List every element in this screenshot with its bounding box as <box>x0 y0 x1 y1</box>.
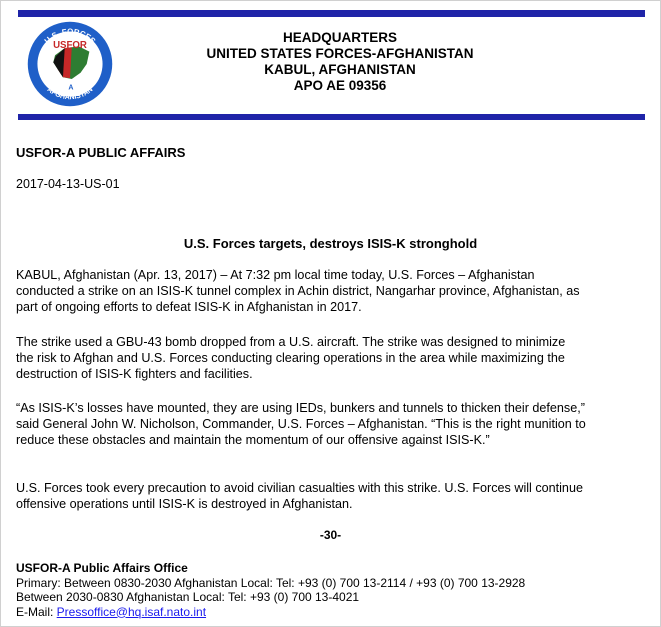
hq-line-1: HEADQUARTERS <box>282 30 397 45</box>
contact-office: USFOR-A Public Affairs Office <box>16 561 188 575</box>
paragraph-4: U.S. Forces took every precaution to avoid civilian casualties with this strike. U.S. Forces will continue offensive operations until ISIS-K is destroyed in Afghanistan. <box>16 481 583 511</box>
seal-usfor-text: USFOR <box>53 40 87 52</box>
contact-secondary-phone: Between 2030-0830 Afghanistan Local: Tel: +93 (0) 700 13-4021 <box>16 590 360 604</box>
bottom-rule <box>18 114 645 120</box>
paragraph-2: The strike used a GBU-43 bomb dropped from a U.S. aircraft. The strike was designed to minimize the risk to Afghan and U.S. Forces conducting clearing operations in the area while maximizing the destruction of ISIS-K fighters and facilities. <box>16 335 566 381</box>
press-release-headline: U.S. Forces targets, destroys ISIS-K stronghold <box>183 236 478 251</box>
hq-line-4: APO AE 09356 <box>293 78 387 93</box>
email-link[interactable]: Pressoffice@hq.isaf.nato.int <box>56 604 207 619</box>
usfor-a-seal <box>26 20 114 108</box>
seal-bottom-text: AFGHANISTAN <box>45 86 95 102</box>
seal-a-text: A <box>68 84 74 92</box>
paragraph-1: KABUL, Afghanistan (Apr. 13, 2017) – At 7:32 pm local time today, U.S. Forces – Afghanistan conducted a strike on an ISIS-K tunnel complex in Achin district, Nangarhar province, Afghanistan, as part of ongoing efforts to defeat ISIS-K in Afghanistan in 2017. <box>16 268 580 314</box>
email-label: E-Mail: <box>16 604 57 619</box>
release-number: 2017-04-13-US-01 <box>16 177 120 191</box>
end-mark: -30- <box>319 528 342 542</box>
seal-top-text: U.S. FORCES <box>42 27 98 46</box>
contact-block <box>16 561 525 619</box>
public-affairs-heading: USFOR-A PUBLIC AFFAIRS <box>16 145 186 160</box>
contact-email-row <box>16 605 525 620</box>
headquarters-block <box>150 30 530 94</box>
top-rule <box>18 10 645 17</box>
paragraph-3: “As ISIS-K’s losses have mounted, they are using IEDs, bunkers and tunnels to thicken their defense,” said General John W. Nicholson, Commander, U.S. Forces – Afghanistan. “This is the right munition to reduce these obstacles and maintain the momentum of our offensive against ISIS-K.” <box>16 401 586 447</box>
hq-line-2: UNITED STATES FORCES-AFGHANISTAN <box>206 46 474 61</box>
contact-primary-phone: Primary: Between 0830-2030 Afghanistan Local: Tel: +93 (0) 700 13-2114 / +93 (0) 700 13-2928 <box>16 575 526 590</box>
hq-line-3: KABUL, AFGHANISTAN <box>264 62 416 77</box>
